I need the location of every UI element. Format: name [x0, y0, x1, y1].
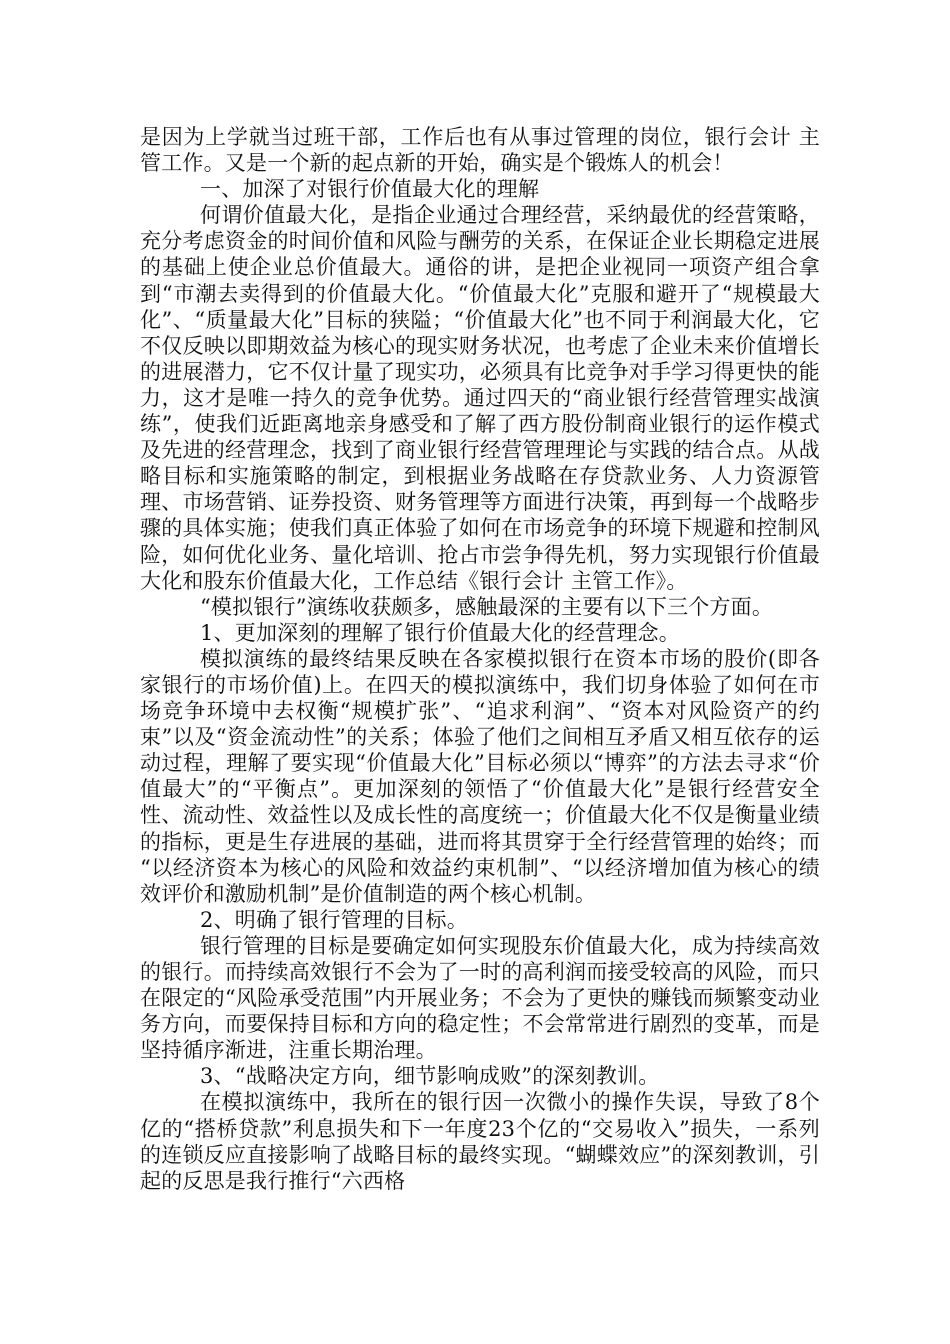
document-body — [140, 124, 820, 1194]
paragraph-simulation-result: 模拟演练的最终结果反映在各家模拟银行在资本市场的股价(即各家银行的市场价值)上。在四天的模拟演练中，我们切身体验了如何在市场竞争环境中去权衡“规模扩张”、“追求利润”、“资本对风险资产的约束”以及“资金流动性”的关系；体验了他们之间相互矛盾又相互依存的运动过程，理解了要实现“价值最大化”目标必须以“博弈”的方法去寻求“价值最大”的“平衡点”。更加深刻的领悟了“价值最大化”是银行经营安全性、流动性、效益性以及成长性的高度统一；价值最大化不仅是衡量业绩的指标，更是生存进展的基础，进而将其贯穿于全行经营管理的始终；而 “以经济资本为核心的风险和效益约束机制”、“以经济增加值为核心的绩效评价和激励机制”是价值制造的两个核心机制。 — [140, 646, 820, 906]
paragraph-gains: “模拟银行”演练收获颇多，感触最深的主要有以下三个方面。 — [200, 594, 774, 619]
subheading-1: 1、更加深刻的理解了银行价值最大化的经营理念。 — [200, 620, 680, 645]
section-heading-1: 一、加深了对银行价值最大化的理解 — [200, 177, 540, 202]
paragraph-management-goal: 银行管理的目标是要确定如何实现股东价值最大化，成为持续高效的银行。而持续高效银行不会为了一时的高利润而接受较高的风险，而只在限定的“风险承受范围”内开展业务；不会为了更快的赚钱而频繁变动业务方向，而要保持目标和方向的稳定性；不会常常进行剧烈的变革，而是坚持循序渐进，注重长期治理。 — [140, 933, 820, 1063]
paragraph-value-maximization: 何谓价值最大化，是指企业通过合理经营，采纳最优的经营策略，充分考虑资金的时间价值和风险与酬劳的关系，在保证企业长期稳定进展的基础上使企业总价值最大。通俗的讲，是把企业视同一项资产组合拿到“市潮去卖得到的价值最大化。“价值最大化”克服和避开了“规模最大化”、“质量最大化”目标的狭隘；“价值最大化”也不同于利润最大化，它不仅反映以即期效益为核心的现实财务状况，也考虑了企业未来价值增长的进展潜力，它不仅计量了现实功，必须具有比竞争对手学习得更快的能力，这才是唯一持久的竞争优势。通过四天的“商业银行经营管理实战演练”，使我们近距离地亲身感受和了解了西方股份制商业银行的运作模式及先进的经营理念，找到了商业银行经营管理理论与实践的结合点。从战略目标和实施策略的制定，到根据业务战略在存贷款业务、人力资源管理、市场营销、证券投资、财务管理等方面进行决策，再到每一个战略步骤的具体实施；使我们真正体验了如何在市场竞争的环境下规避和控制风险，如何优化业务、量化培训、抢占市尝争得先机，努力实现银行价值最大化和股东价值最大化，工作总结《银行会计 主管工作》。 — [140, 203, 820, 593]
paragraph-intro: 是因为上学就当过班干部，工作后也有从事过管理的岗位，银行会计 主管工作。又是一个新的起点新的开始，确实是个锻炼人的机会！ — [140, 125, 820, 176]
subheading-2: 2、明确了银行管理的目标。 — [200, 907, 468, 932]
paragraph-lesson: 在模拟演练中，我所在的银行因一次微小的操作失误，导致了8个亿的“搭桥贷款”利息损失和下一年度23个亿的“交易收入”损失，一系列的连锁反应直接影响了战略目标的最终实现。“蝴蝶效应”的深刻教训，引起的反思是我行推行“六西格 — [140, 1090, 820, 1193]
subheading-3: 3、“战略决定方向，细节影响成败”的深刻教训。 — [200, 1064, 660, 1089]
